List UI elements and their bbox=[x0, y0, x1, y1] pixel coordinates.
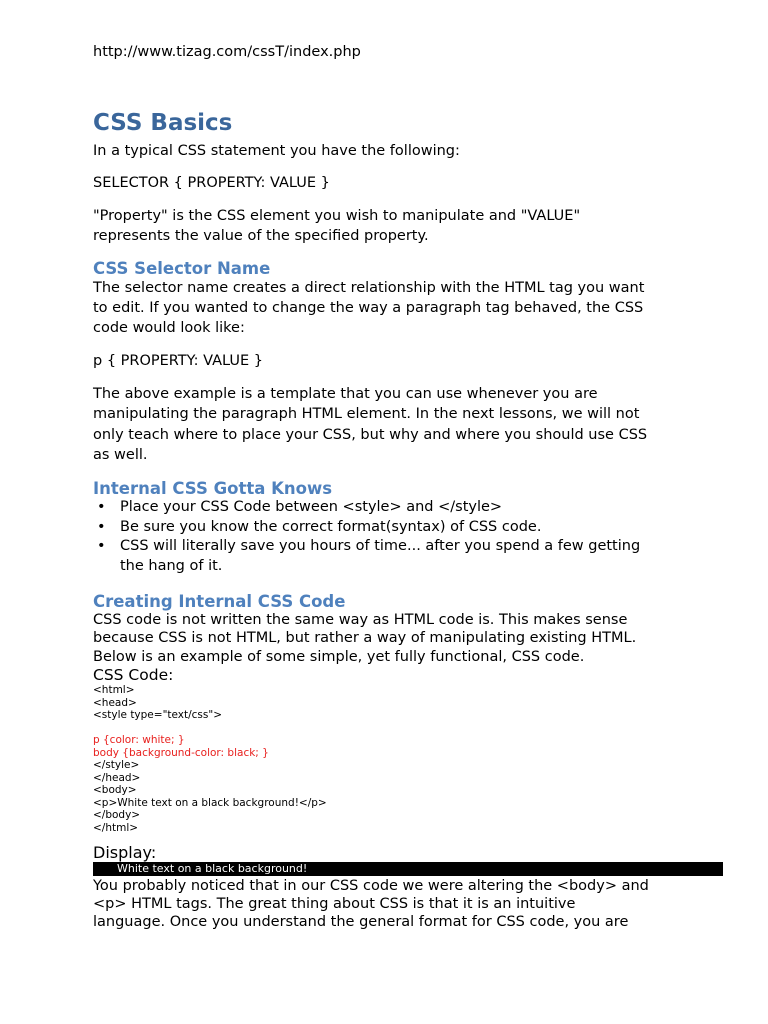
selector-after-line: The above example is a template that you can use whenever you are bbox=[93, 386, 598, 402]
closing-line: You probably noticed that in our CSS code we were altering the <body> and bbox=[93, 878, 649, 894]
code-line: <style type="text/css"> bbox=[93, 709, 222, 721]
selector-after-line: as well. bbox=[93, 447, 148, 463]
code-block bbox=[93, 684, 327, 834]
closing-line: language. Once you understand the general format for CSS code, you are bbox=[93, 914, 629, 930]
creating-line: Below is an example of some simple, yet fully functional, CSS code. bbox=[93, 649, 585, 665]
creating-heading: Creating Internal CSS Code bbox=[93, 592, 346, 611]
code-line: <html> bbox=[93, 684, 135, 696]
knows-list bbox=[93, 498, 673, 576]
code-line: </body> bbox=[93, 809, 141, 821]
code-label: CSS Code: bbox=[93, 666, 174, 684]
list-item: • CSS will literally save you hours of time... after you spend a few getting the hang of it. bbox=[93, 537, 665, 576]
selector-line: The selector name creates a direct relationship with the HTML tag you want bbox=[93, 280, 645, 296]
code-line: p {color: white; } bbox=[93, 734, 185, 746]
code-line bbox=[93, 722, 327, 735]
code-line: body {background-color: black; } bbox=[93, 746, 269, 759]
selector-example: p { PROPERTY: VALUE } bbox=[93, 353, 263, 369]
knows-heading: Internal CSS Gotta Knows bbox=[93, 479, 333, 498]
display-label: Display: bbox=[93, 843, 157, 862]
syntax-line: SELECTOR { PROPERTY: VALUE } bbox=[93, 175, 330, 191]
code-line: <p>White text on a black background!</p> bbox=[93, 796, 327, 809]
selector-after-line: only teach where to place your CSS, but why and where you should use CSS bbox=[93, 427, 648, 443]
selector-after-line: manipulating the paragraph HTML element. In the next lessons, we will not bbox=[93, 406, 640, 422]
property-note-line-1: "Property" is the CSS element you wish to manipulate and "VALUE" bbox=[93, 208, 581, 224]
display-preview: White text on a black background! bbox=[93, 862, 723, 876]
code-line: </style> bbox=[93, 759, 140, 771]
list-item: • Place your CSS Code between <style> and </style> bbox=[93, 498, 673, 518]
code-line: <body> bbox=[93, 784, 137, 796]
code-line: </html> bbox=[93, 821, 139, 834]
selector-line: code would look like: bbox=[93, 320, 245, 336]
creating-line: CSS code is not written the same way as HTML code is. This makes sense bbox=[93, 612, 628, 628]
page-url[interactable]: http://www.tizag.com/cssT/index.php bbox=[93, 44, 361, 60]
list-item: • Be sure you know the correct format(syntax) of CSS code. bbox=[93, 518, 673, 538]
intro-text: In a typical CSS statement you have the following: bbox=[93, 143, 460, 159]
selector-heading: CSS Selector Name bbox=[93, 259, 271, 278]
selector-line: to edit. If you wanted to change the way a paragraph tag behaved, the CSS bbox=[93, 300, 644, 316]
page-title: CSS Basics bbox=[93, 110, 233, 136]
creating-line: because CSS is not HTML, but rather a way of manipulating existing HTML. bbox=[93, 630, 637, 646]
closing-line: <p> HTML tags. The great thing about CSS is that it is an intuitive bbox=[93, 896, 576, 912]
code-line: <head> bbox=[93, 696, 137, 709]
code-line: </head> bbox=[93, 771, 141, 784]
property-note-line-2: represents the value of the specified property. bbox=[93, 228, 429, 244]
